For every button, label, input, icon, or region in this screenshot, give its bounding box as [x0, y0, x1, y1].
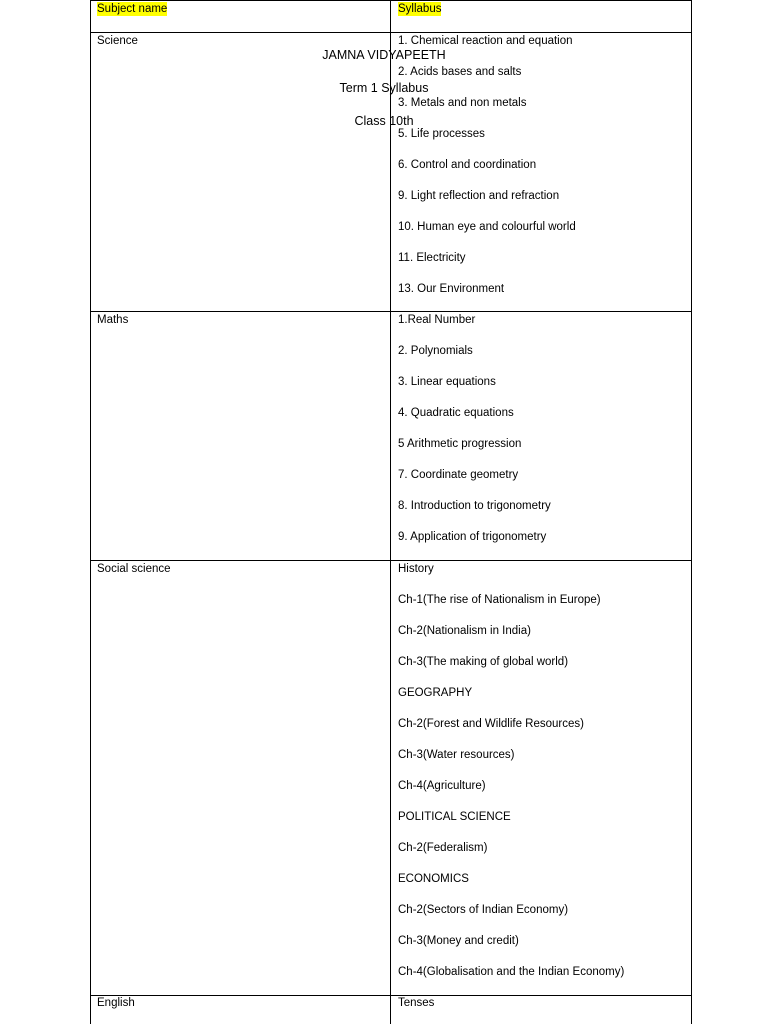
syllabus-item: 8. Introduction to trigonometry — [398, 500, 551, 512]
header-row-divider — [90, 32, 692, 33]
syllabus-item: Ch-2(Nationalism in India) — [398, 625, 531, 637]
syllabus-item: 2. Acids bases and salts — [398, 66, 522, 78]
syllabus-item: Ch-3(Money and credit) — [398, 935, 519, 947]
syllabus-item: POLITICAL SCIENCE — [398, 811, 511, 823]
syllabus-item: Tenses — [398, 997, 435, 1009]
syllabus-item: Ch-3(Water resources) — [398, 749, 515, 761]
term-title: Term 1 Syllabus — [339, 81, 429, 95]
syllabus-item: Ch-3(The making of global world) — [398, 656, 569, 668]
class-title: Class 10th — [354, 114, 414, 128]
table-column-divider — [390, 0, 391, 1024]
science-row-divider — [90, 311, 692, 312]
syllabus-item: 10. Human eye and colourful world — [398, 221, 576, 233]
syllabus-item: Ch-2(Sectors of Indian Economy) — [398, 904, 569, 916]
syllabus-item: 3. Linear equations — [398, 376, 496, 388]
syllabus-item: Ch-1(The rise of Nationalism in Europe) — [398, 594, 601, 606]
syllabus-item: Ch-4(Globalisation and the Indian Economy) — [398, 966, 625, 978]
maths-row-divider — [90, 560, 692, 561]
syllabus-item: 9. Light reflection and refraction — [398, 190, 560, 202]
syllabus-item: Ch-4(Agriculture) — [398, 780, 486, 792]
syllabus-item: 9. Application of trigonometry — [398, 531, 547, 543]
syllabus-item: 7. Coordinate geometry — [398, 469, 519, 481]
social-science-row-divider — [90, 995, 692, 996]
syllabus-item: ECONOMICS — [398, 873, 469, 885]
table-border-left — [90, 0, 91, 1024]
subject-name-header: Subject name — [97, 3, 168, 15]
syllabus-item: Ch-2(Forest and Wildlife Resources) — [398, 718, 584, 730]
syllabus-item: 6. Control and coordination — [398, 159, 537, 171]
table-border-right — [691, 0, 692, 1024]
syllabus-item: 1. Chemical reaction and equation — [398, 35, 573, 47]
table-border-top — [90, 0, 692, 1]
syllabus-item: 5 Arithmetic progression — [398, 438, 522, 450]
syllabus-item: History — [398, 563, 434, 575]
subject-science: Science — [97, 35, 138, 47]
school-name: JAMNA VIDYAPEETH — [322, 48, 446, 62]
syllabus-item: 4. Quadratic equations — [398, 407, 514, 419]
syllabus-header: Syllabus — [398, 3, 442, 15]
syllabus-item: Ch-2(Federalism) — [398, 842, 488, 854]
syllabus-item: 13. Our Environment — [398, 283, 505, 295]
syllabus-item: 5. Life processes — [398, 128, 485, 140]
subject-social-science: Social science — [97, 563, 171, 575]
subject-maths: Maths — [97, 314, 129, 326]
syllabus-item: 11. Electricity — [398, 252, 466, 264]
subject-english: English — [97, 997, 135, 1009]
syllabus-item: GEOGRAPHY — [398, 687, 473, 699]
syllabus-item: 2. Polynomials — [398, 345, 473, 357]
syllabus-item: 1.Real Number — [398, 314, 476, 326]
syllabus-item: 3. Metals and non metals — [398, 97, 527, 109]
